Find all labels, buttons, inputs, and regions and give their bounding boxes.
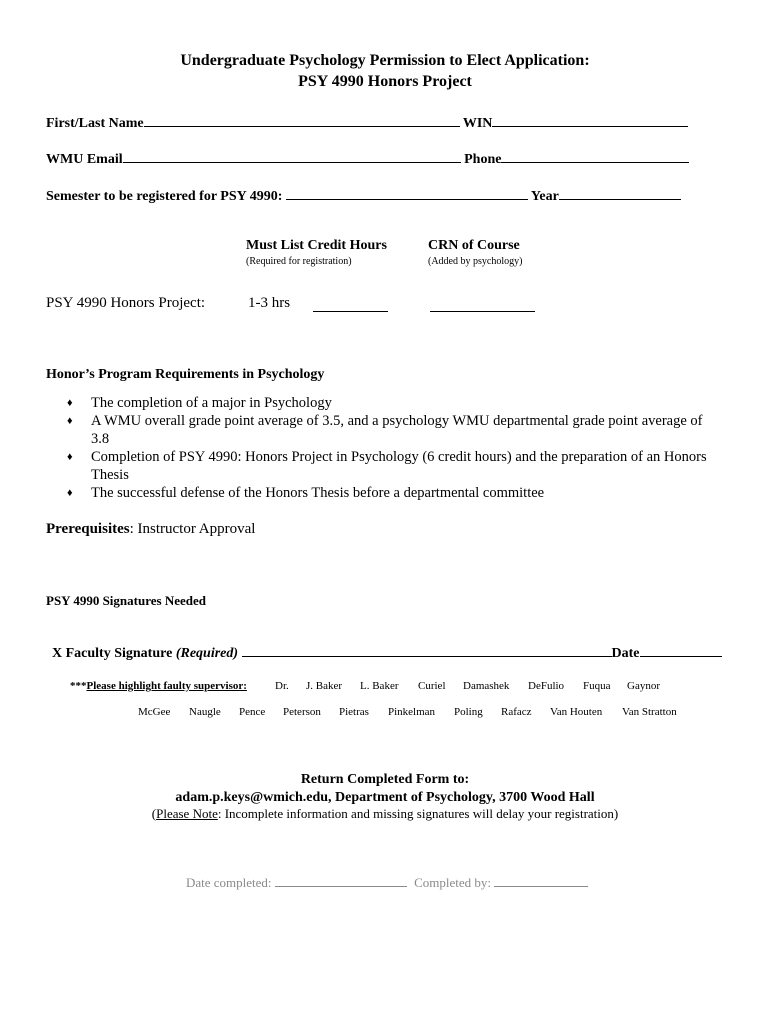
faculty-signature-label: X Faculty Signature bbox=[52, 646, 176, 661]
email-row bbox=[46, 149, 689, 168]
prerequisites-label: Prerequisites bbox=[46, 521, 130, 537]
semester-label: Semester to be registered for PSY 4990: bbox=[46, 189, 283, 204]
required-label: (Required) bbox=[175, 646, 239, 661]
return-heading: Return Completed Form to: bbox=[300, 772, 470, 787]
supervisor-name[interactable]: Rafacz bbox=[501, 706, 532, 718]
supervisor-name[interactable]: Peterson bbox=[283, 706, 321, 718]
form-title-line-2: PSY 4990 Honors Project bbox=[298, 73, 472, 90]
supervisor-name[interactable]: Curiel bbox=[418, 680, 446, 692]
semester-row bbox=[46, 186, 681, 205]
requirements-list bbox=[67, 394, 717, 502]
credit-hours-subheader: (Required for registration) bbox=[246, 256, 352, 267]
year-field[interactable] bbox=[559, 186, 681, 200]
highlight-label: Please highlight faulty supervisor: bbox=[86, 680, 247, 692]
supervisor-name[interactable]: Poling bbox=[454, 706, 483, 718]
supervisor-name[interactable]: Pinkelman bbox=[388, 706, 436, 718]
win-label: WIN bbox=[462, 116, 493, 131]
phone-label: Phone bbox=[464, 152, 502, 167]
date-completed-field[interactable] bbox=[275, 873, 407, 887]
note-label: Please Note bbox=[156, 806, 218, 821]
return-note: (Please Note: Incomplete information and missing signatures will delay your registration) bbox=[151, 806, 619, 821]
highlight-instruction: ***Please highlight faulty supervisor: bbox=[70, 680, 247, 692]
faculty-signature-row bbox=[52, 643, 722, 662]
diamond-bullet-icon: ♦ bbox=[67, 415, 73, 427]
supervisor-name[interactable]: McGee bbox=[138, 706, 171, 718]
supervisor-name[interactable]: J. Baker bbox=[306, 680, 343, 692]
supervisor-name[interactable]: Fuqua bbox=[583, 680, 611, 692]
supervisor-name[interactable]: Pence bbox=[239, 706, 266, 718]
win-field[interactable] bbox=[492, 113, 688, 127]
diamond-bullet-icon: ♦ bbox=[67, 397, 73, 409]
signature-date-field[interactable] bbox=[640, 643, 722, 657]
diamond-bullet-icon: ♦ bbox=[67, 451, 73, 463]
signatures-heading: PSY 4990 Signatures Needed bbox=[46, 593, 206, 608]
name-field[interactable] bbox=[144, 113, 460, 127]
supervisor-name[interactable]: L. Baker bbox=[360, 680, 399, 692]
list-item: ♦ A WMU overall grade point average of 3.5, and a psychology WMU departmental grade point average of 3.8 bbox=[67, 413, 703, 447]
email-label: WMU Email bbox=[46, 152, 123, 167]
credit-hours-header: Must List Credit Hours bbox=[246, 238, 387, 253]
diamond-bullet-icon: ♦ bbox=[67, 487, 73, 499]
crn-header: CRN of Course bbox=[428, 238, 520, 253]
form-title-line-1: Undergraduate Psychology Permission to Elect Application: bbox=[180, 52, 590, 69]
faculty-signature-field[interactable] bbox=[242, 643, 612, 657]
list-item: ♦ The completion of a major in Psychology bbox=[67, 395, 332, 411]
phone-field[interactable] bbox=[501, 149, 689, 163]
prerequisites bbox=[46, 521, 255, 538]
completed-by-label: Completed by: bbox=[414, 875, 491, 890]
supervisor-name[interactable]: Pietras bbox=[339, 706, 369, 718]
supervisor-name[interactable]: Naugle bbox=[189, 706, 221, 718]
crn-subheader: (Added by psychology) bbox=[428, 256, 523, 267]
name-label: First/Last Name bbox=[46, 116, 144, 131]
supervisor-name[interactable]: Gaynor bbox=[627, 680, 660, 692]
date-label: Date bbox=[611, 646, 640, 661]
course-row-hours: 1-3 hrs bbox=[248, 295, 291, 311]
supervisor-name[interactable]: DeFulio bbox=[528, 680, 565, 692]
completed-by-field[interactable] bbox=[494, 873, 588, 887]
list-item: ♦ The successful defense of the Honors Thesis before a departmental committee bbox=[67, 485, 545, 501]
date-completed-label: Date completed: bbox=[186, 875, 272, 890]
crn-field[interactable] bbox=[430, 298, 535, 312]
sup-dr: Dr. bbox=[275, 680, 289, 692]
semester-field[interactable] bbox=[286, 186, 528, 200]
name-row bbox=[46, 113, 688, 132]
year-label: Year bbox=[530, 189, 559, 204]
supervisor-name[interactable]: Van Houten bbox=[550, 706, 603, 718]
supervisor-name[interactable]: Van Stratton bbox=[622, 706, 677, 718]
prerequisites-value: : Instructor Approval bbox=[129, 521, 256, 537]
email-field[interactable] bbox=[123, 149, 461, 163]
credit-hours-field[interactable] bbox=[313, 298, 388, 312]
return-address: adam.p.keys@wmich.edu, Department of Psychology, 3700 Wood Hall bbox=[175, 790, 595, 805]
supervisor-name[interactable]: Damashek bbox=[463, 680, 510, 692]
requirements-heading: Honor’s Program Requirements in Psychology bbox=[46, 367, 325, 382]
course-row-label: PSY 4990 Honors Project: bbox=[46, 295, 206, 311]
office-use-row bbox=[186, 873, 588, 891]
list-item: ♦ Completion of PSY 4990: Honors Project in Psychology (6 credit hours) and the preparation of an Honors Thesis bbox=[67, 449, 707, 483]
